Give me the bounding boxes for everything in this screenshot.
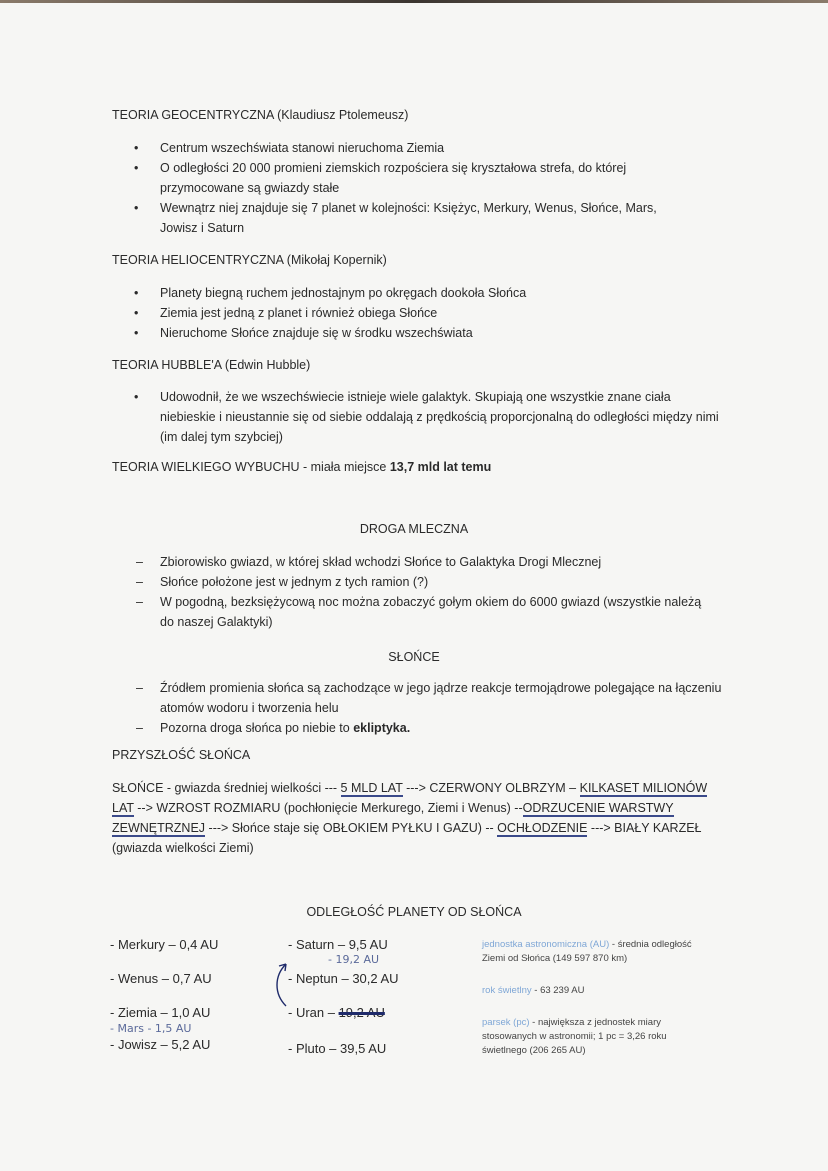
item-bold: ekliptyka. — [353, 721, 411, 735]
list-sun — [112, 678, 727, 738]
arrow-icon — [272, 960, 292, 1010]
heading-bigbang — [112, 460, 491, 474]
planet-column-1 — [110, 936, 218, 1054]
term: jednostka astronomiczna (AU) — [482, 939, 610, 950]
planet-neptun: - Neptun – 30,2 AU — [288, 971, 399, 986]
uran-handwritten: - 19,2 AU — [328, 953, 380, 966]
list-item: • Planety biegną ruchem jednostajnym po okręgach dookoła Słońca — [112, 283, 732, 303]
text: ---> BIAŁY KARZEŁ (gwiazda wielkości Ziemi) — [112, 821, 702, 855]
note-light-year — [482, 984, 712, 998]
definition: - największa z jednostek miary stosowanych w astronomii; 1 pc = 3,26 roku świetlnego (206 265 AU) — [482, 1017, 667, 1056]
bigbang-text: TEORIA WIELKIEGO WYBUCHU - miała miejsce — [112, 460, 390, 474]
list-hubble — [112, 387, 722, 447]
list-milky-way — [112, 552, 712, 632]
sun-future-paragraph — [112, 778, 732, 858]
text: ---> CZERWONY OLBRZYM – — [402, 781, 580, 795]
list-item: – W pogodną, bezksiężycową noc można zobaczyć gołym okiem do 6000 gwiazd (wszystkie należą do naszej Galaktyki) — [112, 592, 712, 632]
bigbang-bold: 13,7 mld lat temu — [389, 460, 492, 474]
underlined-text: ODRZUCENIE WARSTWY ZEWNĘTRZNEJ — [112, 801, 674, 835]
scan-edge — [0, 0, 828, 3]
underlined-text: OCHŁODZENIE — [497, 821, 588, 835]
underlined-text: 5 MLD LAT — [340, 781, 403, 795]
planet-uran — [288, 1004, 399, 1022]
heading-hubble: TEORIA HUBBLE'A (Edwin Hubble) — [112, 358, 311, 372]
list-item: – Słońce położone jest w jednym z tych ramion (?) — [112, 572, 712, 592]
planet-mars-handwritten: - Mars - 1,5 AU — [110, 1022, 192, 1035]
list-item — [112, 718, 727, 738]
text: ---> Słońce staje się OBŁOKIEM PYŁKU I GAZU) -- — [205, 821, 498, 835]
heading-sun-future: PRZYSZŁOŚĆ SŁOŃCA — [112, 748, 251, 762]
heading-distances: ODLEGŁOŚĆ PLANETY OD SŁOŃCA — [306, 905, 522, 919]
list-geocentric — [112, 138, 672, 238]
heading-heliocentric: TEORIA HELIOCENTRYCZNA (Mikołaj Kopernik) — [112, 253, 387, 267]
list-heliocentric — [112, 283, 732, 343]
definition: - średnia odległość Ziemi od Słońca (149 597 870 km) — [482, 939, 692, 964]
struck-value: 19,2 AU — [338, 1005, 385, 1020]
text: - Uran – — [288, 1005, 339, 1020]
list-item: • Wewnątrz niej znajduje się 7 planet w kolejności: Księżyc, Merkury, Wenus, Słońce, Mars, Jowisz i Saturn — [112, 198, 672, 238]
heading-geocentric: TEORIA GEOCENTRYCZNA (Klaudiusz Ptolemeusz) — [112, 108, 409, 122]
item-text: Pozorna droga słońca po niebie to — [160, 721, 354, 735]
planet-saturn: - Saturn – 9,5 AU — [288, 937, 388, 952]
planet-ziemia: - Ziemia – 1,0 AU — [110, 1005, 211, 1020]
list-item: – Zbiorowisko gwiazd, w której skład wchodzi Słońce to Galaktyka Drogi Mlecznej — [112, 552, 712, 572]
text: --> WZROST ROZMIARU (pochłonięcie Merkurego, Ziemi i Wenus) -- — [133, 801, 523, 815]
underlined-text: KILKASET MILIONÓW LAT — [112, 781, 708, 815]
term: rok świetlny — [482, 985, 532, 996]
list-item: • Ziemia jest jedną z planet i również obiega Słońce — [112, 303, 732, 323]
list-item: • Nieruchome Słońce znajduje się w środku wszechświata — [112, 323, 732, 343]
definition: - 63 239 AU — [531, 985, 585, 996]
planet-wenus: - Wenus – 0,7 AU — [110, 971, 212, 986]
list-item: • Centrum wszechświata stanowi nieruchoma Ziemia — [112, 138, 672, 158]
list-item: – Źródłem promienia słońca są zachodzące w jego jądrze reakcje termojądrowe polegające na łączeniu atomów wodoru i tworzenia helu — [112, 678, 727, 718]
heading-milky-way: DROGA MLECZNA — [359, 522, 469, 536]
planet-jowisz: - Jowisz – 5,2 AU — [110, 1037, 211, 1052]
term: parsek (pc) — [482, 1017, 530, 1028]
planet-column-2 — [288, 936, 399, 1058]
list-item: • Udowodnił, że we wszechświecie istnieje wiele galaktyk. Skupiają one wszystkie znane ciała niebieskie i nieustannie się od siebie oddalają z prędkością proporcjonalną do odległości między nimi (im dalej tym szybciej) — [112, 387, 722, 447]
heading-sun: SŁOŃCE — [388, 650, 440, 664]
planet-merkury: - Merkury – 0,4 AU — [110, 937, 219, 952]
text: SŁOŃCE - gwiazda średniej wielkości --- — [112, 781, 341, 795]
note-au — [482, 938, 712, 966]
note-parsec — [482, 1016, 712, 1058]
planet-pluto: - Pluto – 39,5 AU — [288, 1041, 387, 1056]
list-item: • O odległości 20 000 promieni ziemskich rozpościera się kryształowa strefa, do której przymocowane są gwiazdy stałe — [112, 158, 672, 198]
